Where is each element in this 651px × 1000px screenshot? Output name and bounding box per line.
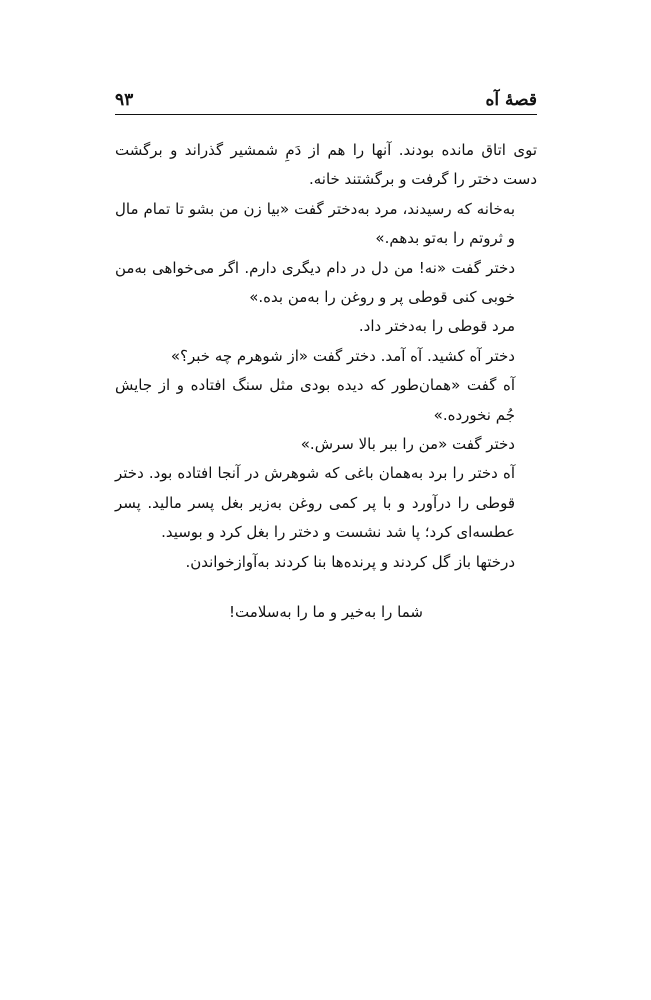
paragraph: دختر گفت «نه! من دل در دام دیگری دارم. اگر می‌خواهی به‌من خوبی کنی قوطی پر و روغن را به‌من بده.»	[115, 258, 515, 307]
paragraph: مرد قوطی را به‌دختر داد.	[358, 317, 515, 336]
paragraph: توی اتاق مانده بودند. آنها را هم از دَمِ شمشیر گذراند و برگشت دست دختر را گرفت و برگشتند خانه.	[115, 141, 537, 189]
paragraph: آه دختر را برد به‌همان باغی که شوهرش در آنجا افتاده بود. دختر قوطی را درآورد و با پر کمی روغن به‌زیر بغل پسر مالید. پسر عطسه‌ای کرد؛ پا شد نشست و دختر را بغل کرد و بوسید.	[115, 464, 515, 542]
closing-line: شما را به‌خیر و ما را به‌سلامت!	[229, 603, 423, 621]
story-text	[115, 136, 537, 577]
paragraph: دختر آه کشید. آه آمد. دختر گفت «از شوهرم چه خبر؟»	[170, 346, 515, 365]
running-header	[115, 86, 537, 110]
page-number: ۹۳	[115, 90, 134, 110]
header-rule	[115, 114, 537, 115]
chapter-title: قصهٔ آه	[485, 90, 537, 110]
paragraph: به‌خانه که رسیدند، مرد به‌دختر گفت «بیا زن من بشو تا تمام مال و ثروتم را به‌تو بدهم.»	[115, 199, 515, 248]
paragraph: دختر گفت «من را ببر بالا سرش.»	[300, 435, 515, 454]
paragraph: آه گفت «همان‌طور که دیده بودی مثل سنگ افتاده و از جایش جُم نخورده.»	[115, 376, 515, 424]
paragraph: درختها باز گل کردند و پرنده‌ها بنا کردند به‌آوازخواندن.	[185, 552, 515, 571]
